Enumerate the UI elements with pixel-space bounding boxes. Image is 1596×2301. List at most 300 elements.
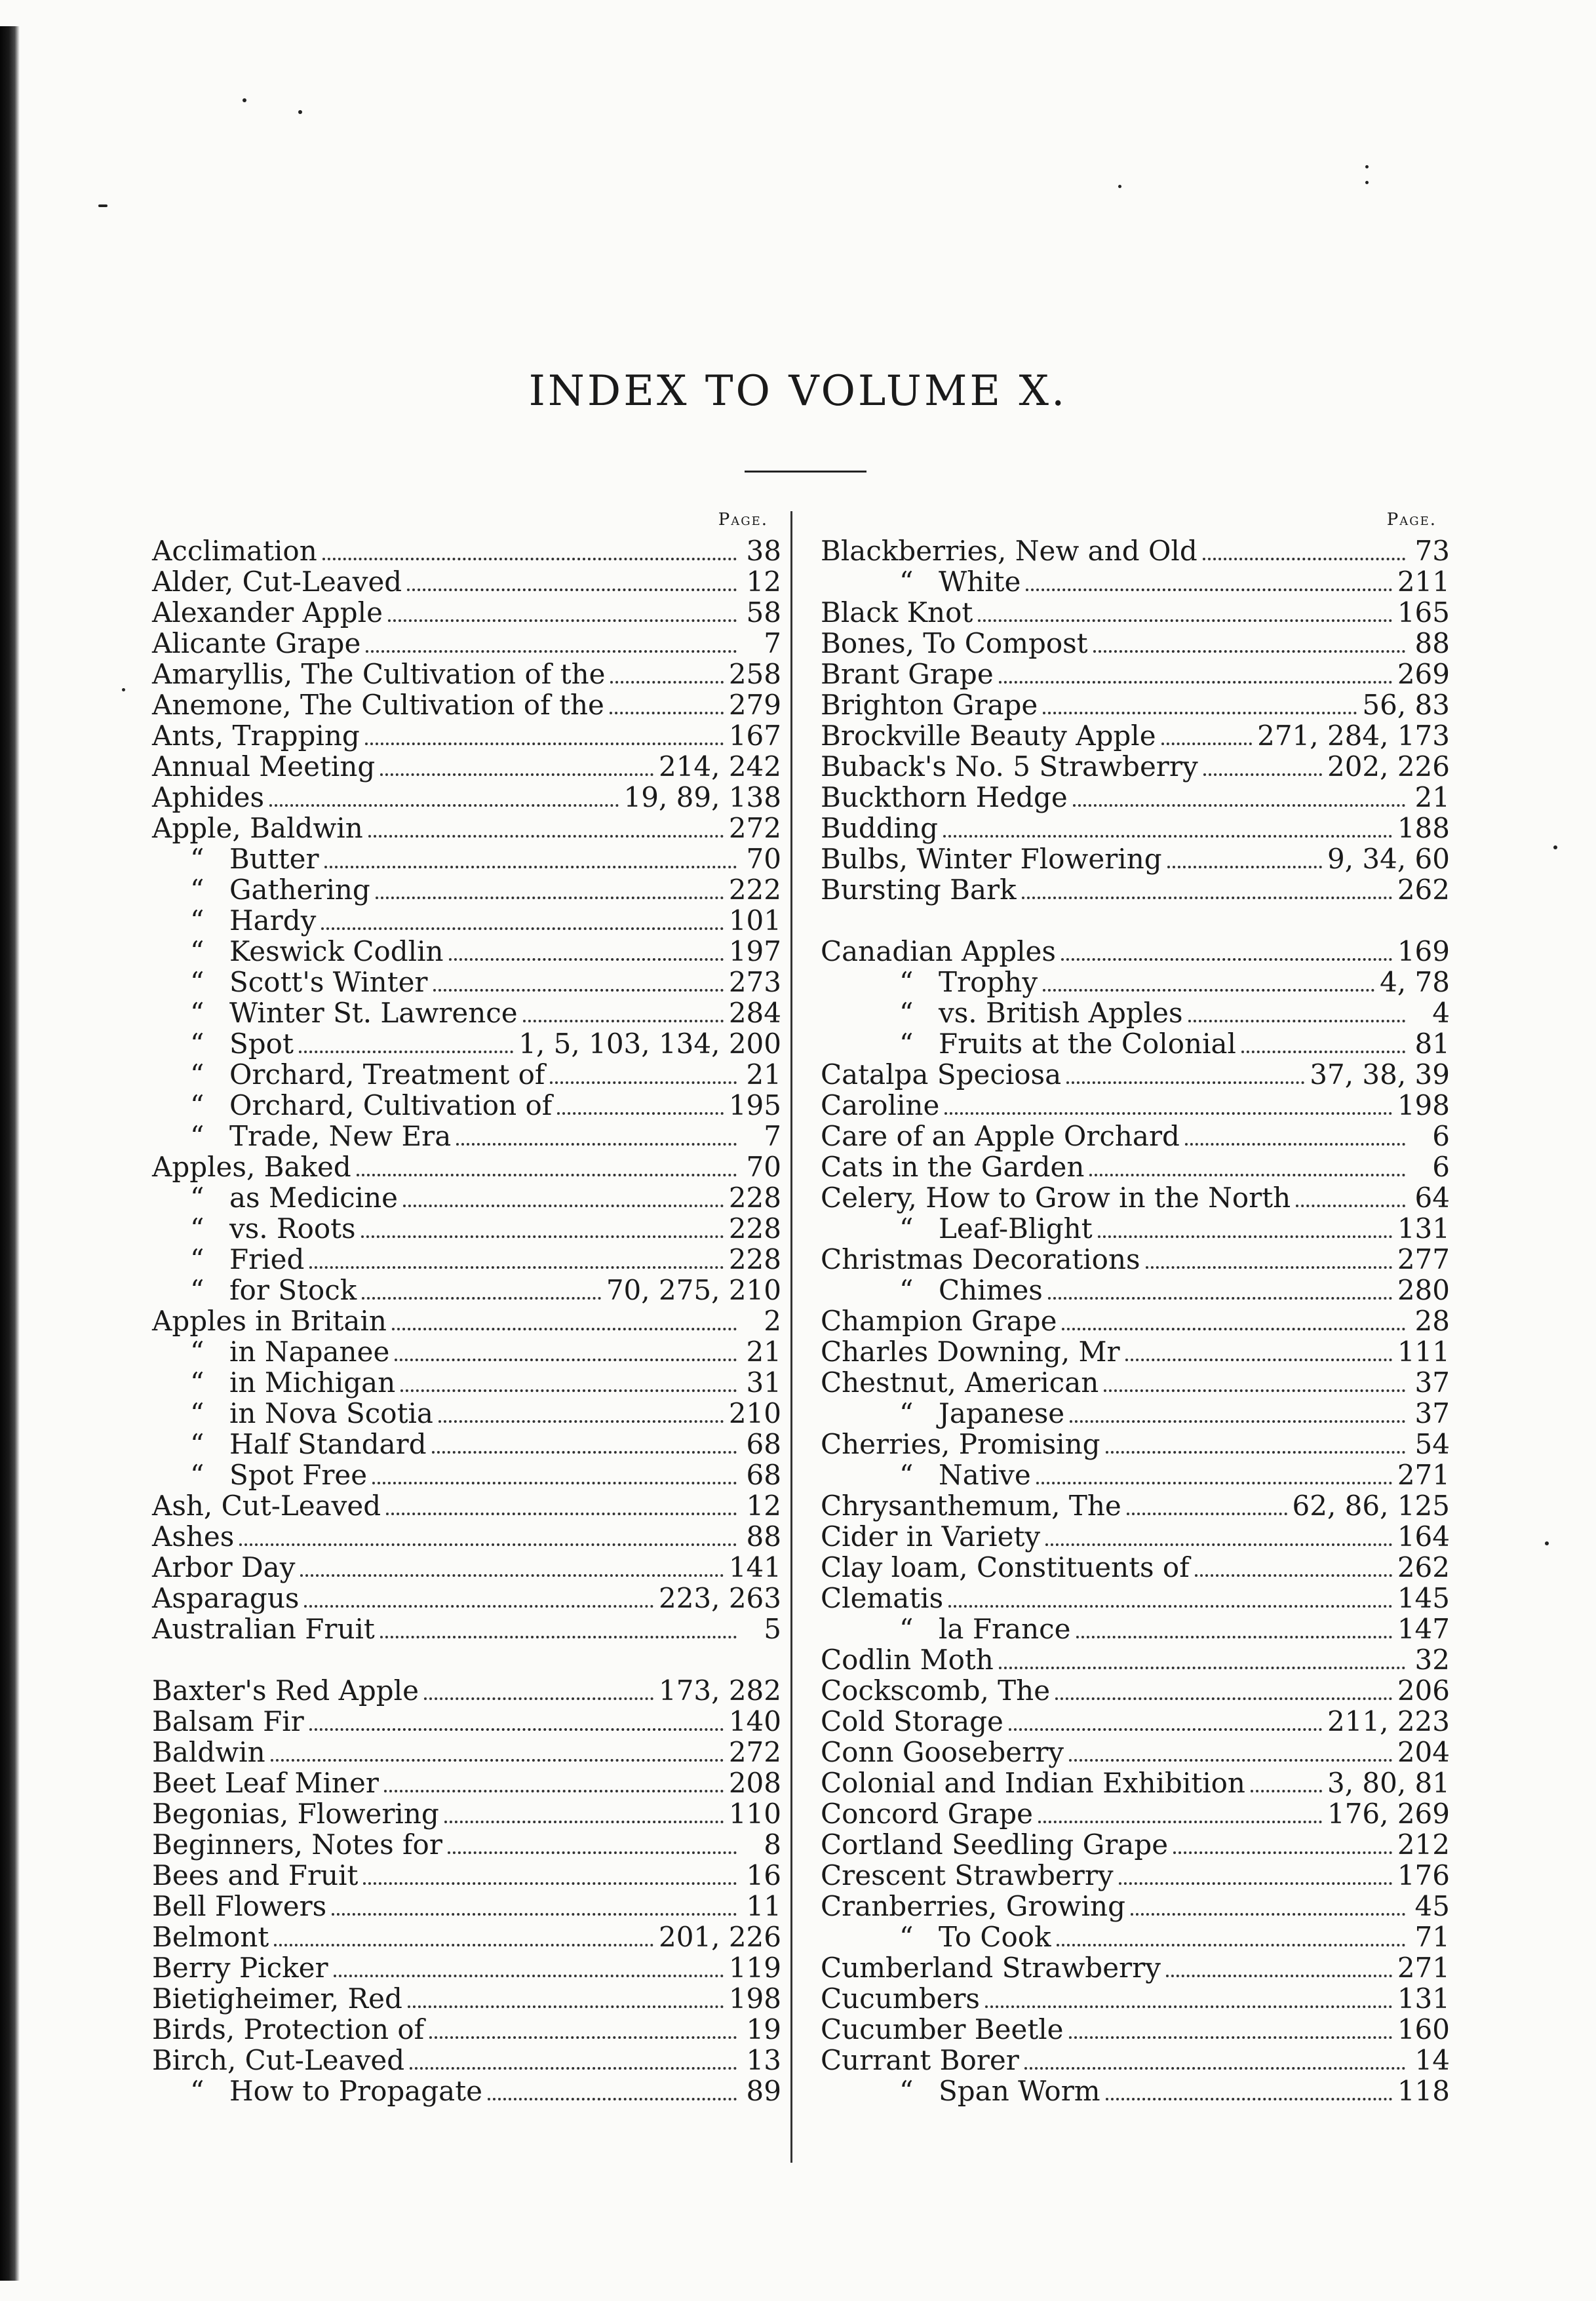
index-term-text: Beginners, Notes for	[152, 1828, 442, 1861]
ditto-mark: “	[899, 1459, 914, 1491]
index-term	[152, 659, 605, 689]
index-entry	[152, 1521, 781, 1552]
scan-speck	[1118, 185, 1121, 188]
dot-leader	[1057, 1944, 1405, 1946]
index-term	[821, 597, 973, 628]
dot-leader	[408, 2005, 724, 2008]
index-term-text: Bees and Fruit	[152, 1859, 359, 1891]
index-page-numbers: 12	[746, 1490, 781, 1522]
dot-leader	[1045, 1543, 1392, 1546]
dot-leader	[334, 1975, 724, 1977]
book-binding-edge	[0, 26, 20, 2281]
index-term-text: Black Knot	[821, 596, 973, 628]
index-term	[821, 1922, 1051, 1952]
index-term	[152, 1090, 552, 1121]
index-term-text: Fruits at the Colonial	[939, 1028, 1236, 1060]
index-entry	[152, 720, 781, 751]
dot-leader	[365, 743, 724, 745]
index-term-text: Anemone, The Cultivation of the	[152, 689, 604, 721]
index-term	[821, 1398, 1064, 1429]
index-term	[152, 997, 518, 1028]
index-entry	[152, 1583, 781, 1614]
index-term	[152, 689, 604, 720]
index-term	[821, 2076, 1100, 2106]
index-entry	[152, 1798, 781, 1829]
index-entry	[821, 813, 1450, 843]
index-term-text: Baldwin	[152, 1736, 265, 1768]
index-entry	[152, 1675, 781, 1706]
ditto-mark: “	[190, 1243, 204, 1275]
index-entry	[821, 1983, 1450, 2014]
index-term-text: Balsam Fir	[152, 1705, 304, 1737]
index-term-text: Brighton Grape	[821, 689, 1038, 721]
index-term	[152, 1213, 356, 1244]
ditto-mark: “	[190, 935, 204, 967]
scan-speck	[1553, 845, 1557, 849]
index-page-numbers: 88	[746, 1520, 781, 1553]
index-term	[152, 1305, 387, 1336]
index-term	[152, 874, 370, 905]
index-entry	[821, 1521, 1450, 1552]
dot-leader	[274, 1944, 653, 1946]
index-page-numbers: 16	[746, 1859, 781, 1891]
ditto-mark: “	[190, 1212, 204, 1245]
index-entry	[152, 1829, 781, 1860]
index-page-numbers: 7	[764, 1120, 781, 1152]
index-entry	[821, 2076, 1450, 2106]
index-term	[152, 813, 363, 843]
index-page-numbers: 147	[1397, 1613, 1450, 1645]
index-term-text: Arbor Day	[152, 1551, 296, 1583]
index-term	[152, 2045, 404, 2076]
index-term-text: Cats in the Garden	[821, 1151, 1085, 1183]
index-entry	[821, 1644, 1450, 1675]
index-page-numbers: 54	[1414, 1428, 1450, 1460]
index-entry	[821, 936, 1450, 967]
index-term	[152, 1182, 398, 1213]
index-term	[152, 1614, 375, 1644]
index-entry	[152, 1244, 781, 1275]
index-page-numbers: 64	[1414, 1182, 1450, 1214]
index-term-text: Berry Picker	[152, 1952, 328, 1984]
index-term-text: Gathering	[229, 874, 370, 906]
index-term	[821, 1768, 1245, 1798]
scan-speck	[98, 204, 107, 207]
dot-leader	[300, 1574, 723, 1577]
index-page-numbers: 28	[1414, 1305, 1450, 1337]
index-term-text: Crescent Strawberry	[821, 1859, 1114, 1891]
index-term-text: Orchard, Cultivation of	[229, 1089, 553, 1121]
index-term-text: Chrysanthemum, The	[821, 1490, 1121, 1522]
index-page-numbers: 12	[746, 566, 781, 598]
index-term	[152, 597, 383, 628]
index-entry	[821, 1798, 1450, 1829]
dot-leader	[304, 1605, 653, 1608]
index-term	[821, 843, 1162, 874]
ditto-mark: “	[190, 1428, 204, 1460]
dot-leader	[429, 2036, 737, 2039]
dot-leader	[368, 835, 724, 838]
ditto-mark: “	[899, 1212, 914, 1245]
index-term	[821, 2045, 1019, 2076]
dot-leader	[1106, 1451, 1405, 1454]
index-entry	[821, 628, 1450, 659]
index-entry	[152, 997, 781, 1028]
index-term-text: White	[939, 566, 1021, 598]
dot-leader	[610, 681, 723, 684]
index-term-text: Chimes	[939, 1274, 1043, 1306]
index-page-numbers: 8	[764, 1828, 781, 1861]
index-entry	[821, 997, 1450, 1028]
index-entry	[152, 1182, 781, 1213]
index-entry	[821, 720, 1450, 751]
index-page-numbers: 176, 269	[1327, 1798, 1450, 1830]
dot-leader	[1093, 650, 1405, 653]
index-entry	[821, 1922, 1450, 1952]
index-term	[152, 1675, 419, 1706]
index-term-text: Butter	[229, 843, 319, 875]
index-term-text: Cranberries, Growing	[821, 1890, 1125, 1922]
index-entry	[821, 1275, 1450, 1305]
index-term	[821, 1305, 1057, 1336]
dot-leader	[410, 2067, 737, 2070]
dot-leader	[943, 835, 1392, 838]
index-term	[821, 1891, 1125, 1922]
index-term	[152, 2014, 424, 2045]
index-entry	[821, 1614, 1450, 1644]
index-page-numbers: 71	[1414, 1921, 1450, 1953]
dot-leader	[999, 1667, 1405, 1669]
index-entry	[821, 1490, 1450, 1521]
index-term	[821, 1552, 1190, 1583]
index-term-text: To Cook	[939, 1921, 1051, 1953]
index-page-numbers: 145	[1397, 1582, 1450, 1614]
index-term	[152, 751, 375, 782]
index-entry	[821, 1891, 1450, 1922]
dot-leader	[1146, 1266, 1392, 1269]
index-entry	[152, 1398, 781, 1429]
index-term-text: Japanese	[939, 1397, 1065, 1429]
dot-leader	[392, 1328, 737, 1330]
index-term	[152, 1983, 402, 2014]
dot-leader	[1173, 1851, 1392, 1854]
index-page-numbers: 277	[1397, 1243, 1450, 1275]
index-entry	[821, 1829, 1450, 1860]
dot-leader	[380, 1636, 737, 1638]
index-page-numbers: 110	[728, 1798, 781, 1830]
index-entry	[821, 566, 1450, 597]
index-page-numbers: 280	[1397, 1274, 1450, 1306]
index-entry	[152, 1614, 781, 1644]
index-term-text: Colonial and Indian Exhibition	[821, 1767, 1245, 1799]
dot-leader	[322, 558, 737, 560]
dot-leader	[386, 1513, 737, 1515]
dot-leader	[424, 1697, 653, 1700]
dot-leader	[1098, 1235, 1392, 1238]
index-column-right	[821, 505, 1450, 2106]
index-term	[821, 1644, 994, 1675]
index-entry	[821, 843, 1450, 874]
index-page-numbers: 32	[1414, 1644, 1450, 1676]
page-title: INDEX TO VOLUME X.	[528, 367, 1068, 416]
index-entry	[821, 751, 1450, 782]
index-term-text: Birds, Protection of	[152, 2013, 425, 2045]
index-term	[821, 997, 1183, 1028]
index-term-text: for Stock	[229, 1274, 357, 1306]
index-entry	[152, 628, 781, 659]
index-page-numbers: 58	[746, 596, 781, 628]
dot-leader	[332, 1913, 737, 1916]
index-term-text: Alicante Grape	[152, 627, 361, 659]
scan-speck	[243, 98, 246, 102]
index-term	[152, 1521, 234, 1552]
index-page-numbers: 89	[746, 2075, 781, 2107]
index-term	[821, 1952, 1161, 1983]
index-entry	[152, 967, 781, 997]
dot-leader	[1069, 1759, 1392, 1762]
dot-leader	[376, 897, 724, 899]
scan-speck	[1365, 165, 1369, 168]
index-page-numbers: 70	[746, 843, 781, 875]
index-term-text: Blackberries, New and Old	[821, 535, 1197, 567]
index-term-text: Apple, Baldwin	[152, 812, 363, 844]
index-page-numbers: 119	[728, 1952, 781, 1984]
index-page-numbers: 70	[746, 1151, 781, 1183]
index-page-numbers: 211, 223	[1327, 1705, 1450, 1737]
index-page-numbers: 13	[746, 2044, 781, 2076]
ditto-mark: “	[190, 997, 204, 1029]
index-entry	[152, 1552, 781, 1583]
index-term-text: Caroline	[821, 1089, 940, 1121]
ditto-mark: “	[899, 1397, 914, 1429]
index-term	[821, 874, 1017, 905]
index-entry	[152, 1059, 781, 1090]
dot-leader	[1062, 1328, 1405, 1330]
index-page-numbers: 45	[1414, 1890, 1450, 1922]
dot-leader	[403, 1205, 724, 1207]
index-term-text: Cumberland Strawberry	[821, 1952, 1161, 1984]
index-entries-left	[152, 535, 781, 2106]
dot-leader	[362, 1297, 601, 1300]
index-term	[821, 1213, 1093, 1244]
dot-leader	[271, 1759, 724, 1762]
index-entry	[152, 782, 781, 813]
index-term	[821, 566, 1021, 597]
index-term	[152, 1460, 367, 1490]
dot-leader	[1055, 1697, 1392, 1700]
index-page-numbers: 1, 5, 103, 134, 200	[518, 1028, 781, 1060]
index-page-numbers: 62, 86, 125	[1292, 1490, 1450, 1522]
index-entry	[152, 1737, 781, 1768]
dot-leader	[456, 1143, 737, 1146]
dot-leader	[380, 773, 653, 776]
index-term	[152, 1798, 439, 1829]
index-term-text: Apples in Britain	[152, 1305, 387, 1337]
index-page-numbers: 160	[1397, 2013, 1450, 2045]
index-term-text: Bietigheimer, Red	[152, 1982, 402, 2015]
dot-leader	[948, 1605, 1392, 1608]
index-entry	[152, 1213, 781, 1244]
index-term-text: vs. British Apples	[939, 997, 1183, 1029]
index-term	[821, 1028, 1236, 1059]
ditto-mark: “	[899, 997, 914, 1029]
index-entry	[821, 1952, 1450, 1983]
index-term	[152, 1583, 299, 1614]
index-term	[152, 1336, 389, 1367]
index-term	[821, 628, 1088, 659]
index-page-numbers: 38	[746, 535, 781, 567]
index-page-numbers: 9, 34, 60	[1327, 843, 1450, 875]
index-entry	[821, 1706, 1450, 1737]
dot-leader	[1069, 2036, 1392, 2039]
index-term	[152, 1275, 357, 1305]
ditto-mark: “	[190, 843, 204, 875]
index-page-numbers: 198	[1397, 1089, 1450, 1121]
index-entry	[821, 1398, 1450, 1429]
dot-leader	[433, 989, 724, 992]
index-term-text: Winter St. Lawrence	[229, 997, 518, 1029]
dot-leader	[1036, 1482, 1392, 1484]
index-page-numbers: 6	[1432, 1151, 1450, 1183]
index-term-text: Belmont	[152, 1921, 269, 1953]
dot-leader	[438, 1420, 724, 1423]
index-page-numbers: 210	[728, 1397, 781, 1429]
index-term	[152, 1429, 427, 1460]
ditto-mark: “	[190, 1182, 204, 1214]
index-entry	[821, 1182, 1450, 1213]
index-term	[821, 1244, 1140, 1275]
index-term-text: Birch, Cut-Leaved	[152, 2044, 405, 2076]
index-term	[821, 1829, 1168, 1860]
index-page-numbers: 201, 226	[658, 1921, 781, 1953]
index-term	[152, 1490, 381, 1521]
index-term	[152, 936, 444, 967]
index-entries-right	[821, 535, 1450, 2106]
ditto-mark: “	[899, 1274, 914, 1306]
dot-leader	[1106, 2098, 1392, 2100]
index-term-text: Amaryllis, The Cultivation of the	[152, 658, 606, 690]
index-entry	[821, 1552, 1450, 1583]
index-page-numbers: 211	[1397, 566, 1450, 598]
index-term-text: Australian Fruit	[152, 1613, 375, 1645]
index-entry	[821, 1028, 1450, 1059]
index-term-text: Charles Downing, Mr	[821, 1336, 1120, 1368]
index-entry	[152, 1706, 781, 1737]
index-entry	[152, 1151, 781, 1182]
index-term	[152, 535, 317, 566]
index-entry	[152, 1860, 781, 1891]
index-term	[152, 782, 264, 813]
index-page-numbers: 273	[728, 966, 781, 998]
dot-leader	[269, 804, 619, 807]
index-term	[821, 1090, 939, 1121]
index-page-numbers: 19, 89, 138	[623, 781, 781, 813]
index-term-text: Trade, New Era	[229, 1120, 452, 1152]
index-term	[152, 843, 319, 874]
index-page-numbers: 204	[1397, 1736, 1450, 1768]
ditto-mark: “	[190, 874, 204, 906]
index-page-numbers: 271	[1397, 1952, 1450, 1984]
index-page-numbers: 21	[746, 1336, 781, 1368]
index-term	[152, 720, 360, 751]
index-term-text: Spot Free	[229, 1459, 368, 1491]
index-page-numbers: 21	[746, 1058, 781, 1091]
index-entry	[152, 1336, 781, 1367]
index-entry	[152, 1090, 781, 1121]
index-term	[821, 782, 1068, 813]
index-term	[821, 535, 1197, 566]
dot-leader	[557, 1112, 724, 1115]
index-term-text: Cherries, Promising	[821, 1428, 1100, 1460]
dot-leader	[1089, 1174, 1405, 1176]
index-term-text: How to Propagate	[229, 2075, 482, 2107]
index-entry	[821, 597, 1450, 628]
index-page-numbers: 167	[728, 720, 781, 752]
index-term	[821, 936, 1056, 967]
index-term	[152, 967, 428, 997]
dot-leader	[1251, 1790, 1322, 1792]
scan-speck	[1365, 181, 1369, 184]
ditto-mark: “	[899, 1613, 914, 1645]
dot-leader	[324, 866, 737, 868]
index-term-text: Scott's Winter	[229, 966, 428, 998]
index-term	[821, 1983, 980, 2014]
index-entry	[152, 1367, 781, 1398]
dot-leader	[1203, 773, 1322, 776]
index-page-numbers: 140	[728, 1705, 781, 1737]
ditto-mark: “	[190, 1120, 204, 1152]
index-entry	[821, 1305, 1450, 1336]
index-page-numbers: 228	[728, 1182, 781, 1214]
index-page-numbers: 131	[1397, 1982, 1450, 2015]
dot-leader	[1066, 1081, 1304, 1084]
index-term	[152, 1922, 269, 1952]
index-term-text: Alexander Apple	[152, 596, 383, 628]
index-term-text: Annual Meeting	[152, 750, 376, 783]
index-term	[152, 1244, 304, 1275]
dot-leader	[610, 712, 724, 714]
index-page-numbers: 222	[728, 874, 781, 906]
index-term	[821, 1121, 1180, 1151]
index-entry	[821, 1768, 1450, 1798]
dot-leader	[407, 589, 737, 591]
index-page-numbers: 118	[1397, 2075, 1450, 2107]
index-page-numbers: 4	[1432, 997, 1450, 1029]
index-term-text: Brant Grape	[821, 658, 994, 690]
index-entry	[152, 936, 781, 967]
ditto-mark: “	[190, 904, 204, 937]
dot-leader	[1073, 804, 1405, 807]
index-page-numbers: 2	[764, 1305, 781, 1337]
index-page-numbers: 206	[1397, 1674, 1450, 1707]
dot-leader	[1127, 1513, 1287, 1515]
index-term-text: Cucumber Beetle	[821, 2013, 1064, 2045]
title-rule	[745, 471, 866, 473]
index-entry	[821, 967, 1450, 997]
index-page-numbers: 279	[728, 689, 781, 721]
index-term-text: Bell Flowers	[152, 1890, 327, 1922]
index-page-numbers: 258	[728, 658, 781, 690]
index-term-text: Ash, Cut-Leaved	[152, 1490, 381, 1522]
dot-leader	[372, 1482, 737, 1484]
index-entry	[821, 1090, 1450, 1121]
dot-leader	[1048, 1297, 1392, 1300]
dot-leader	[444, 1821, 724, 1823]
index-term-text: Cucumbers	[821, 1982, 980, 2015]
scan-speck	[298, 110, 302, 114]
index-term	[152, 905, 316, 936]
index-entry	[152, 1983, 781, 2014]
